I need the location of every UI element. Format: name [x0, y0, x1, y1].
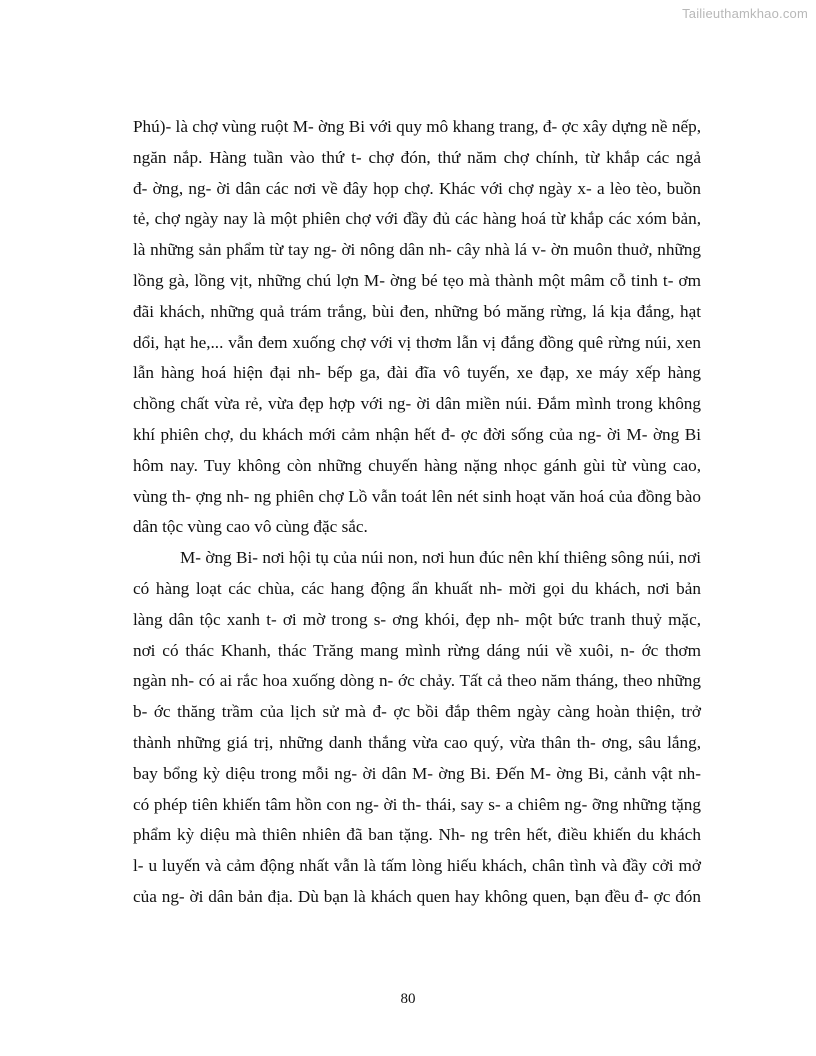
text-line: dân tộc vùng cao vô cùng đặc sắc.: [133, 517, 368, 537]
text-line: ngàn nh- có ai rắc hoa xuống dòng n- ớc chảy. Tất cả theo năm tháng, theo những: [133, 671, 701, 691]
text-line: lẫn hàng hoá hiện đại nh- bếp ga, đài đĩa vô tuyến, xe đạp, xe máy xếp hàng: [133, 363, 701, 383]
text-line: có hàng loạt các chùa, các hang động ẩn khuất nh- mời gọi du khách, nơi bản: [133, 578, 701, 598]
paragraph-1: [133, 112, 701, 543]
text-line: Phú)- là chợ vùng ruột M- ờng Bi với quy mô khang trang, đ- ợc xây dựng nề nếp,: [133, 117, 701, 136]
text-line: làng dân tộc xanh t- ơi mờ trong s- ơng khói, đẹp nh- một bức tranh thuỷ mặc,: [133, 609, 701, 629]
text-line: khí phiên chợ, du khách mới cảm nhận hết đ- ợc đời sống của ng- ời M- ờng Bi: [133, 424, 701, 444]
text-line: lồng gà, lồng vịt, những chú lợn M- ờng bé tẹo mà thành một mâm cỗ tinh t- ơm: [133, 270, 701, 290]
watermark-text: Tailieuthamkhao.com: [682, 6, 808, 21]
text-line: hôm nay. Tuy không còn những chuyến hàng nặng nhọc gánh gùi từ vùng cao,: [133, 455, 701, 475]
text-line: tẻ, chợ ngày nay là một phiên chợ với đầy đủ các hàng hoá từ khắp các xóm bản,: [133, 209, 701, 229]
text-line: b- ớc thăng trầm của lịch sử mà đ- ợc bồi đắp thêm ngày càng hoàn thiện, trở: [133, 702, 701, 722]
text-line: chồng chất vừa rẻ, vừa đẹp hợp với ng- ời dân miền núi. Đắm mình trong không: [133, 394, 701, 414]
paragraph-2: [133, 543, 701, 913]
page-number: 80: [400, 991, 416, 1007]
document-body: [133, 112, 701, 913]
text-line: thành những giá trị, những danh thắng vừa cao quý, vừa thân th- ơng, sâu lắng,: [133, 732, 701, 752]
text-line: ngăn nắp. Hàng tuần vào thứ t- chợ đón, thứ năm chợ chính, từ khắp các ngả: [133, 147, 701, 167]
text-line: vùng th- ợng nh- ng phiên chợ Lồ vẫn toát lên nét sinh hoạt văn hoá của đồng bào: [133, 486, 701, 506]
text-line: đãi khách, những quả trám trắng, bùi đen, những bó măng rừng, lá kịa đắng, hạt: [133, 301, 701, 321]
text-line: l- u luyến và cảm động nhất vẫn là tấm lòng hiếu khách, chân tình và đầy cởi mở: [133, 856, 701, 876]
text-line: M- ờng Bi- nơi hội tụ của núi non, nơi hun đúc nên khí thiêng sông núi, nơi: [180, 548, 701, 568]
text-line: là những sản phẩm từ tay ng- ời nông dân nh- cây nhà lá v- ờn muôn thuở, những: [133, 240, 701, 260]
text-line: dổi, hạt he,... vẫn đem xuống chợ với vị thơm lẫn vị đắng đồng quê rừng núi, xen: [133, 332, 701, 352]
text-line: bay bổng kỳ diệu trong mỗi ng- ời dân M- ờng Bi. Đến M- ờng Bi, cảnh vật nh-: [133, 763, 701, 783]
text-line: đ- ờng, ng- ời dân các nơi về đây họp chợ. Khác với chợ ngày x- a lèo tèo, buồn: [133, 178, 701, 198]
text-line: có phép tiên khiến tâm hồn con ng- ời th- thái, say s- a chiêm ng- ỡng những tặng: [133, 794, 701, 814]
text-line: nơi có thác Khanh, thác Trăng mang mình rừng dáng núi về xuôi, n- ớc thơm: [133, 640, 701, 660]
text-line: phẩm kỳ diệu mà thiên nhiên đã ban tặng. Nh- ng trên hết, điều khiến du khách: [133, 825, 701, 845]
text-line: của ng- ời dân bản địa. Dù bạn là khách quen hay không quen, bạn đều đ- ợc đón: [133, 886, 701, 906]
